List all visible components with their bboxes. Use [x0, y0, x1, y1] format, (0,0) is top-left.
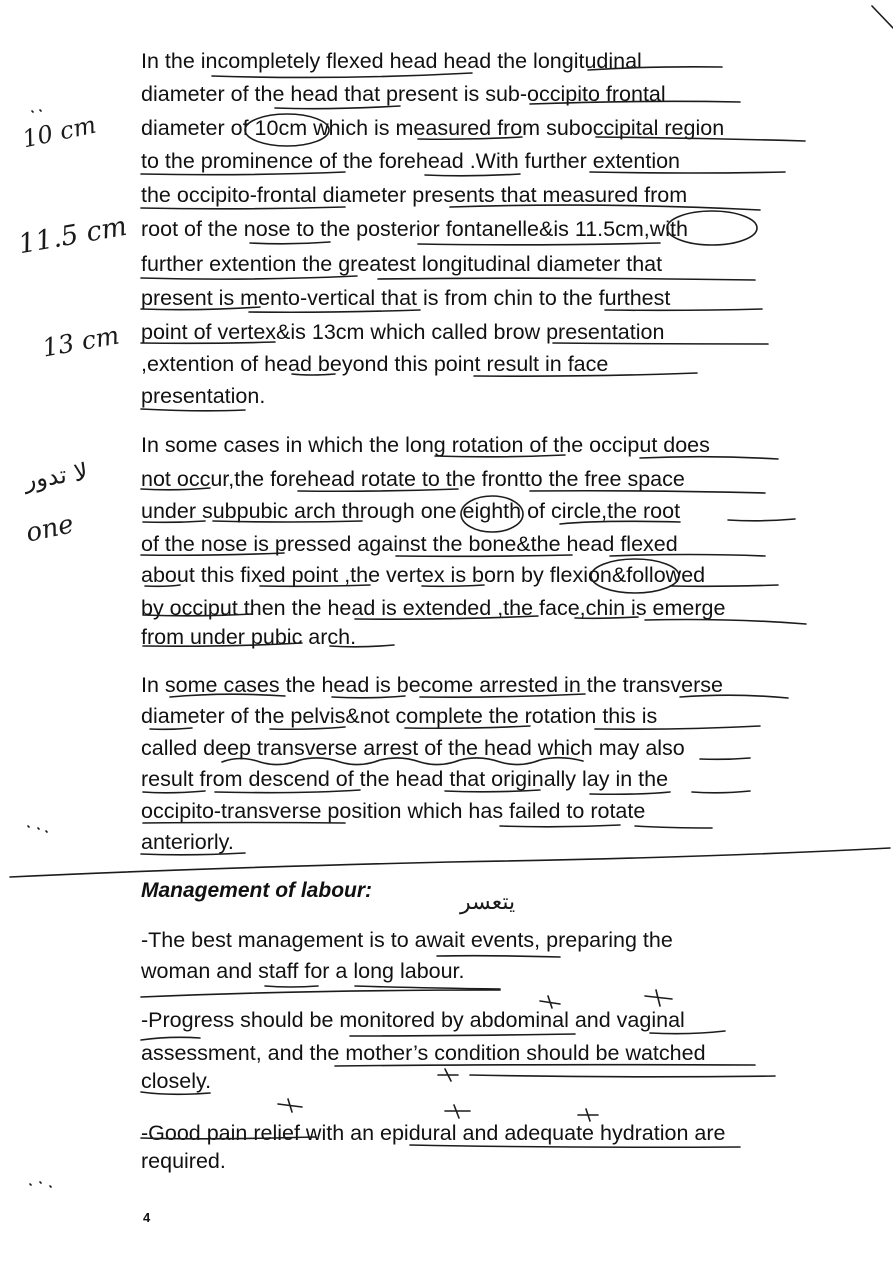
text-line: In some cases the head is become arrested in the transverse — [141, 673, 724, 697]
text-line: from under pubic arch. — [141, 625, 357, 649]
margin-note-11-5cm: 11.5 cm — [16, 210, 130, 261]
text-line: woman and staff for a long labour. — [141, 959, 465, 983]
text-line: diameter of the pelvis&not complete the rotation this is — [141, 704, 658, 728]
section-heading: Management of labour: — [141, 879, 373, 902]
text-line: by occiput then the head is extended ,the face,chin is emerge — [141, 596, 726, 620]
margin-note-arabic: لا تدور — [22, 457, 90, 495]
text-line: required. — [141, 1149, 226, 1173]
text-line: not occur,the forehead rotate to the frontto the free space — [141, 467, 685, 491]
text-line: -Good pain relief with an epidural and adequate hydration are — [141, 1121, 726, 1145]
text-line: diameter of the head that present is sub-occipito frontal — [141, 82, 666, 106]
text-line: under subpubic arch through one eighth of circle,the root — [141, 499, 681, 523]
text-line: In the incompletely flexed head head the longitudinal — [141, 49, 642, 73]
text-line: result from descend of the head that originally lay in the — [141, 767, 669, 791]
margin-note-10cm: 10 cm — [19, 110, 99, 154]
text-line: ,extention of head beyond this point result in face — [141, 352, 609, 376]
text-line: -Progress should be monitored by abdominal and vaginal — [141, 1008, 685, 1032]
text-line: further extention the greatest longitudinal diameter that — [141, 252, 663, 276]
text-line: presentation. — [141, 384, 266, 408]
margin-note-one: one — [23, 509, 77, 549]
text-line: to the prominence of the forehead .With further extention — [141, 149, 681, 173]
text-line: occipito-transverse position which has failed to rotate — [141, 799, 646, 823]
page-number: 4 — [143, 1210, 151, 1225]
margin-note-13cm: 13 cm — [40, 320, 122, 363]
text-line: about this fixed point ,the vertex is born by flexion&followed — [141, 563, 706, 587]
text-line: In some cases in which the long rotation of the occiput does — [141, 433, 710, 457]
margin-note-arabic-2: يتعسر — [460, 890, 516, 915]
text-line: root of the nose to the posterior fontanelle&is 11.5cm,with — [141, 217, 688, 241]
text-line: diameter of 10cm which is measured from suboccipital region — [141, 116, 725, 140]
text-line: of the nose is pressed against the bone&the head flexed — [141, 532, 678, 556]
text-line: the occipito-frontal diameter presents that measured from — [141, 183, 688, 207]
text-line: present is mento-vertical that is from chin to the furthest — [141, 286, 671, 310]
text-line: called deep transverse arrest of the head which may also — [141, 736, 685, 760]
text-line: -The best management is to await events, preparing the — [141, 928, 673, 952]
text-line: closely. — [141, 1069, 212, 1093]
text-line: point of vertex&is 13cm which called brow presentation — [141, 320, 665, 344]
text-line: anteriorly. — [141, 830, 234, 854]
text-line: assessment, and the mother’s condition should be watched — [141, 1041, 706, 1065]
